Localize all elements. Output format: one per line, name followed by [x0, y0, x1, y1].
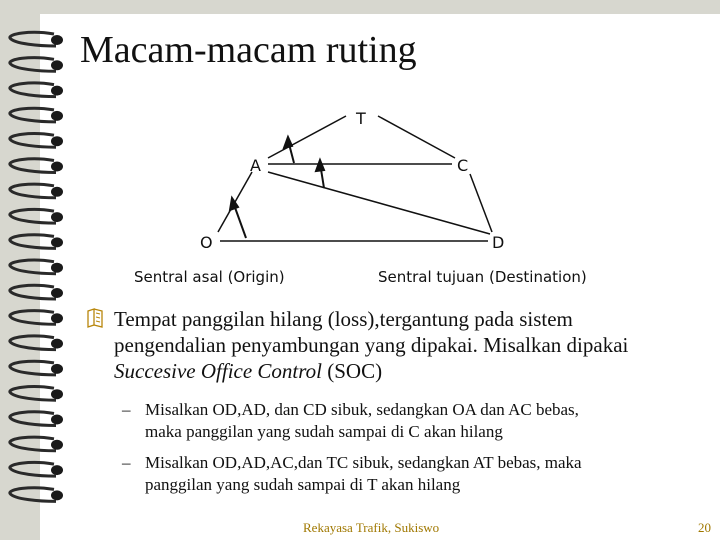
sub-item-dash: – [122, 400, 131, 419]
edge-c-d [470, 174, 492, 232]
node-d: D [492, 233, 505, 252]
node-o: O [200, 233, 213, 252]
bullet-italic-term: Succesive Office Control [114, 359, 322, 383]
bullet-book-icon [86, 308, 104, 328]
sub-item-line-2: panggilan yang sudah sampai di T akan hilang [145, 475, 461, 494]
edge-a-t [268, 116, 346, 158]
edge-t-c [378, 116, 455, 158]
arrow-1-head [284, 137, 292, 148]
sub-item-dash: – [122, 453, 131, 472]
bullet-main [114, 306, 714, 384]
sub-item-line-2: maka panggilan yang sudah sampai di C akan hilang [145, 422, 503, 441]
bullet-suffix: (SOC) [322, 359, 383, 383]
bullet-line-1: Tempat panggilan hilang (loss),tergantung pada sistem [114, 307, 573, 331]
node-t: T [356, 109, 366, 128]
bullet-line-2: pengendalian penyambungan yang dipakai. Misalkan dipakai [114, 333, 629, 357]
page-number: 20 [698, 520, 711, 535]
sub-item-2 [122, 452, 712, 496]
node-a: A [250, 156, 261, 175]
caption-origin: Sentral asal (Origin) [134, 268, 285, 286]
sub-item-line-1: Misalkan OD,AD, dan CD sibuk, sedangkan OA dan AC bebas, [145, 400, 579, 419]
arrow-2-head [316, 160, 324, 171]
node-c: C [457, 156, 469, 175]
edge-a-d [268, 172, 490, 234]
sub-item-line-1: Misalkan OD,AD,AC,dan TC sibuk, sedangkan AT bebas, maka [145, 453, 582, 472]
sub-item-1 [122, 399, 712, 443]
slide-title: Macam-macam ruting [80, 29, 417, 71]
footer-text: Rekayasa Trafik, Sukiswo [303, 520, 440, 535]
caption-destination: Sentral tujuan (Destination) [378, 268, 587, 286]
